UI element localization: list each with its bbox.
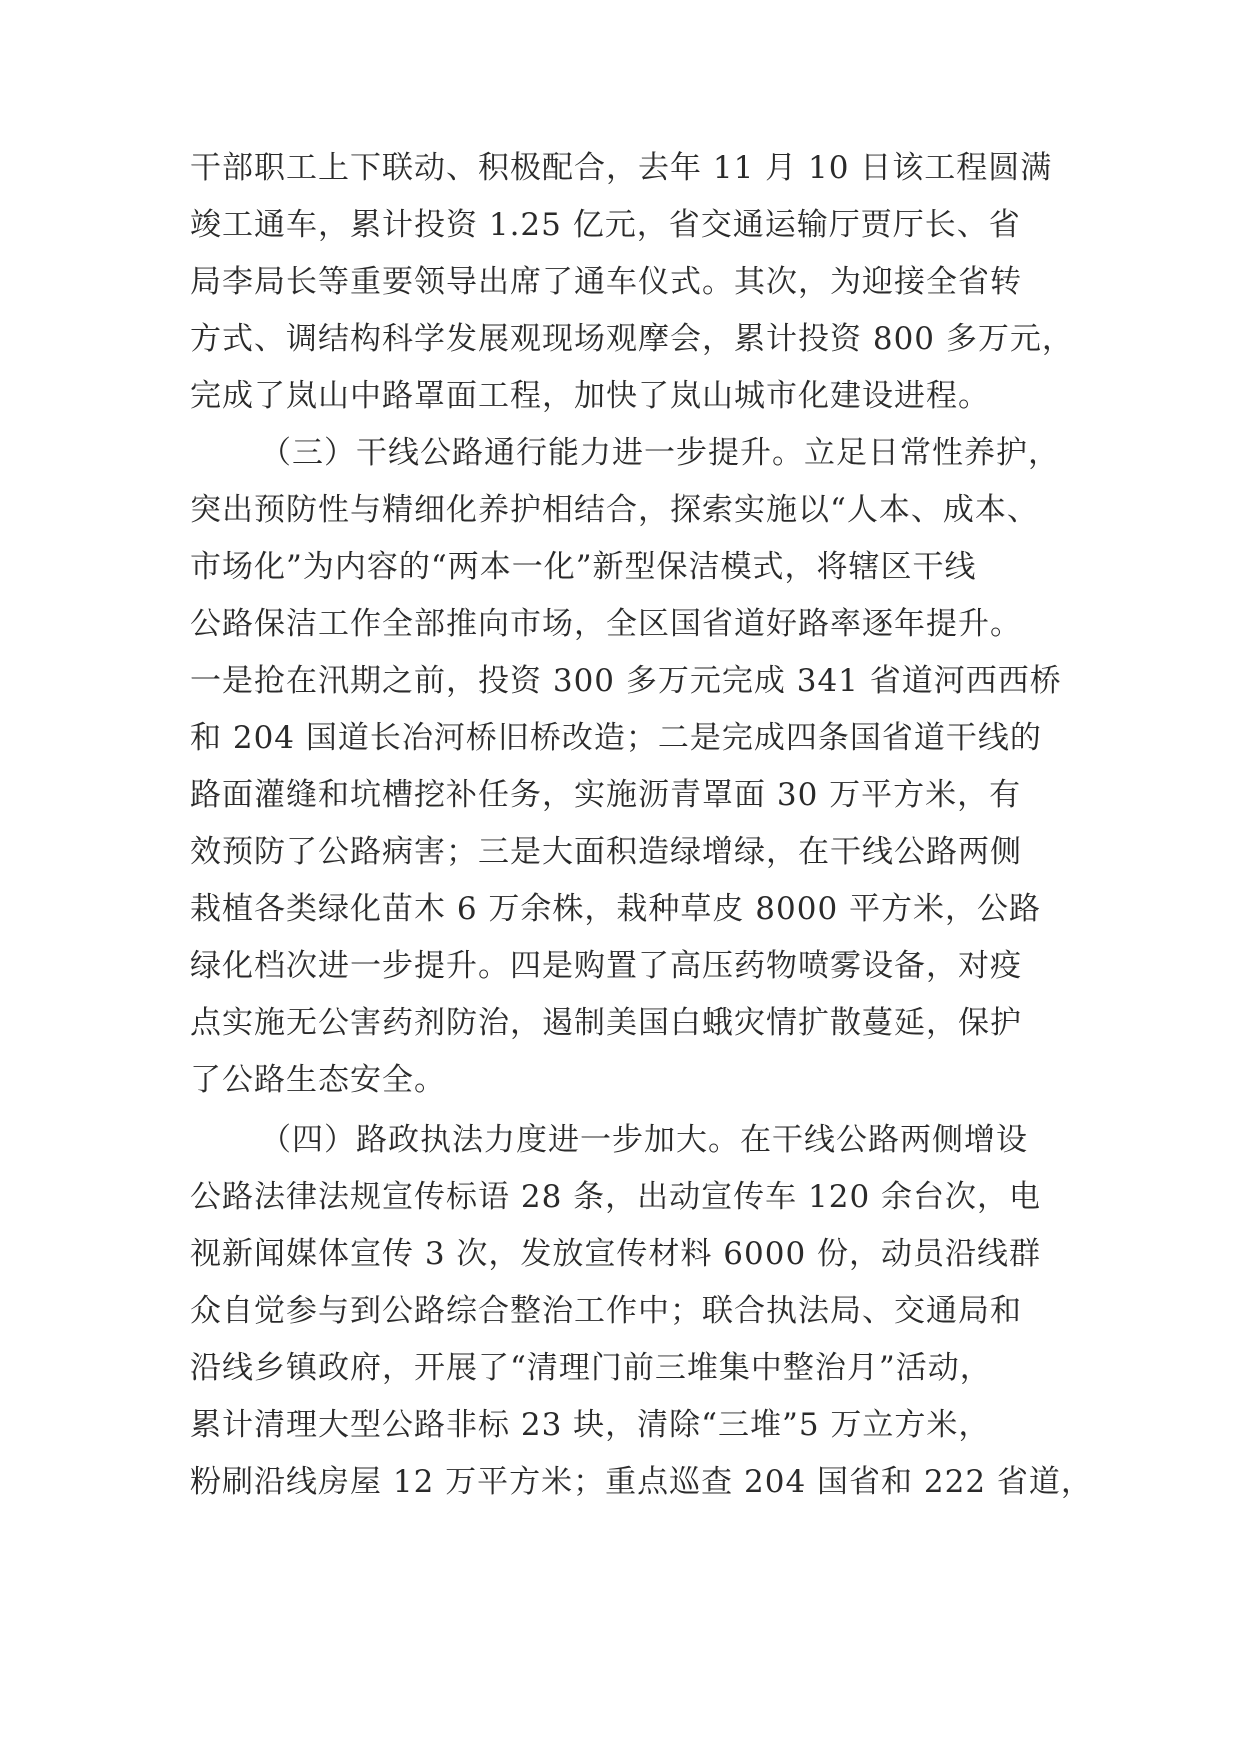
text-line: 粉刷沿线房屋 12 万平方米；重点巡查 204 国省和 222 省道， (190, 1464, 1093, 1500)
text-line: 一是抢在汛期之前，投资 300 多万元完成 341 省道河西西桥 (190, 663, 1062, 699)
text-line: 公路保洁工作全部推向市场，全区国省道好路率逐年提升。 (190, 606, 1022, 642)
text-line: 栽植各类绿化苗木 6 万余株，栽种草皮 8000 平方米，公路 (190, 891, 1042, 927)
text-line: 方式、调结构科学发展观现场观摩会，累计投资 800 多万元， (190, 321, 1074, 357)
text-line: 了公路生态安全。 (190, 1062, 446, 1098)
text-line: 完成了岚山中路罩面工程，加快了岚山城市化建设进程。 (190, 378, 990, 414)
text-line: 和 204 国道长冶河桥旧桥改造；二是完成四条国省道干线的 (190, 720, 1042, 756)
text-line: 视新闻媒体宣传 3 次，发放宣传材料 6000 份，动员沿线群 (190, 1236, 1042, 1272)
text-line: 市场化”为内容的“两本一化”新型保洁模式，将辖区干线 (190, 549, 977, 585)
text-line: 公路法律法规宣传标语 28 条，出动宣传车 120 余台次，电 (190, 1179, 1042, 1215)
text-line: 沿线乡镇政府，开展了“清理门前三堆集中整治月”活动， (190, 1350, 992, 1386)
text-line: 局李局长等重要领导出席了通车仪式。其次，为迎接全省转 (190, 264, 1022, 300)
text-line: 累计清理大型公路非标 23 块，清除“三堆”5 万立方米， (190, 1407, 991, 1443)
section-heading-line: （三）干线公路通行能力进一步提升。立足日常性养护， (260, 435, 1060, 471)
text-line: 竣工通车，累计投资 1.25 亿元，省交通运输厅贾厅长、省 (190, 207, 1021, 243)
text-line: 众自觉参与到公路综合整治工作中；联合执法局、交通局和 (190, 1293, 1022, 1329)
text-line: 路面灌缝和坑槽挖补任务，实施沥青罩面 30 万平方米，有 (190, 777, 1022, 813)
text-line: 效预防了公路病害；三是大面积造绿增绿，在干线公路两侧 (190, 834, 1022, 870)
section-heading-line: （四）路政执法力度进一步加大。在干线公路两侧增设 (260, 1122, 1028, 1158)
text-line: 绿化档次进一步提升。四是购置了高压药物喷雾设备，对疫 (190, 948, 1022, 984)
text-line: 突出预防性与精细化养护相结合，探索实施以“人本、成本、 (190, 492, 1039, 528)
text-line: 干部职工上下联动、积极配合，去年 11 月 10 日该工程圆满 (190, 150, 1053, 186)
text-line: 点实施无公害药剂防治，遏制美国白蛾灾情扩散蔓延，保护 (190, 1005, 1022, 1041)
